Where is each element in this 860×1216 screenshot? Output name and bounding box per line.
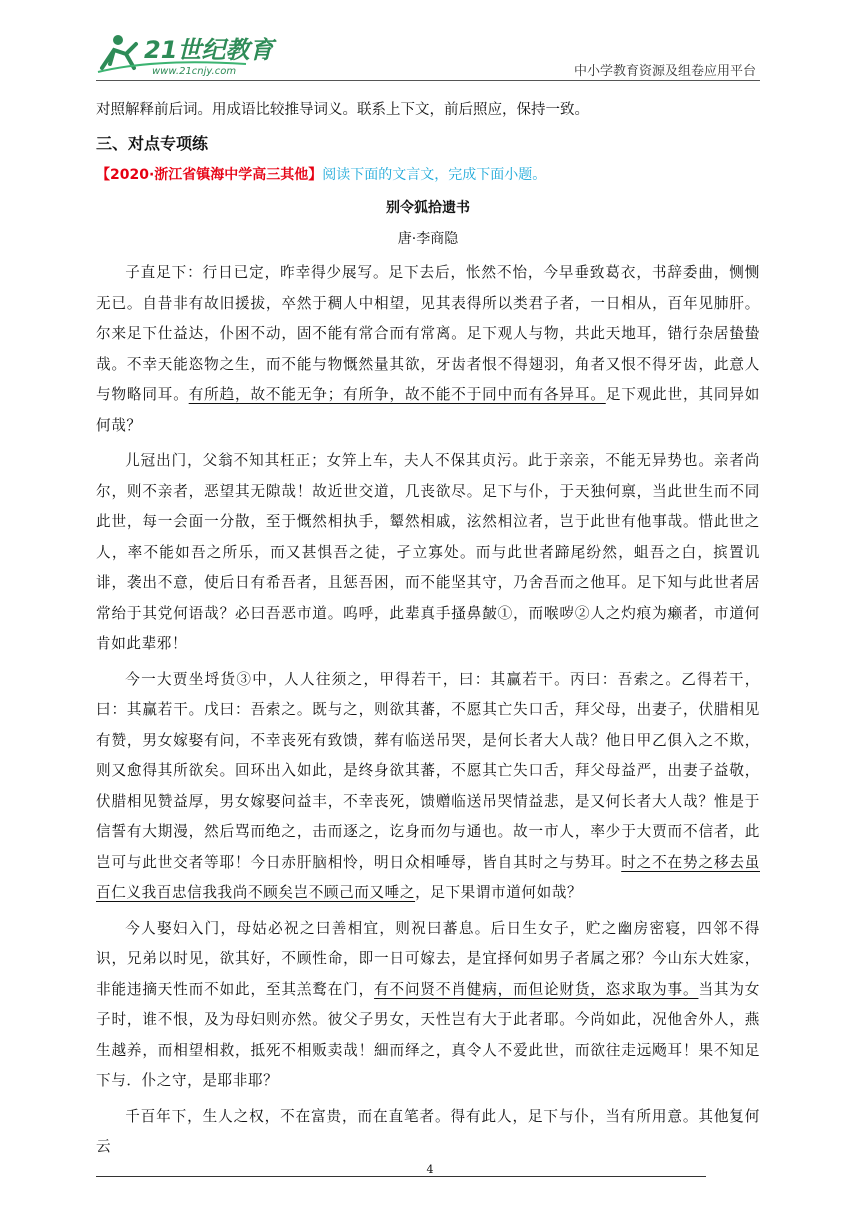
paragraph-text: 足下观此世，其同异如何哉？ <box>96 386 760 434</box>
underlined-sentence: 有不问贤不肖健病，而但论财货，恣求取为事。 <box>374 980 699 998</box>
page-body <box>96 96 760 1168</box>
underlined-sentence: 时之不在势之移去虽百仁义我百忠信我我尚不顾矣岂不顾己而又唾之 <box>96 853 760 901</box>
svg-text:21世纪教育: 21世纪教育 <box>144 36 274 64</box>
paragraph-text: 子直足下：行日已定，昨幸得少展写。足下去后，怅然不怡，今早垂致葛衣，书辞委曲，恻恻无已。自昔非有故旧援拔，卒然于稠人中相望，见其表得所以类君子者，一日相从，百年见肺肝。尔来足下仕益达，仆困不动，固不能有常合而有常离。足下观人与物，共此天地耳，错行杂居蛰蛰哉。不幸天能恣物之生，而不能与物慨然量其欲，牙齿者恨不得翅羽，角者又恨不得牙齿，此意人与物略同耳。 <box>96 264 760 403</box>
header-divider <box>96 80 760 81</box>
logo-21cnjy <box>96 28 296 76</box>
underlined-sentence: 有所趋，故不能无争；有所争，故不能不于同中而有各异耳。 <box>188 386 606 403</box>
section-title: 三、对点专项练 <box>96 134 209 153</box>
article-author: 唐·李商隐 <box>397 231 459 247</box>
paragraph-4 <box>96 914 760 1097</box>
paragraph-5: 千百年下，生人之权，不在富贵，而在直笔者。得有此人，足下与仆，当有所用意。其他复何云 <box>96 1107 760 1155</box>
page-number: 4 <box>426 1163 434 1176</box>
paragraph-text: 今一大贾坐埒货③中，人人往须之，甲得若干，曰：其赢若干。丙曰：吾索之。乙得若干，曰：其赢若干。戊曰：吾索之。既与之，则欲其蕃，不愿其亡失口舌，拜父母，出妻子，伏腊相见有赞，男女嫁娶有问，不幸丧死有致馈，葬有临送吊哭，是何长者大人哉？他日甲乙俱入之不欺，则又愈得其所欲矣。回环出入如此，是终身欲其蕃，不愿其亡失口舌，拜父母益严，出妻子益敬，伏腊相见赞益厚，男女嫁娶问益丰，不幸丧死，馈赠临送吊哭情益悲，是又何长者大人哉？惟是于信誓有大期漫，然后骂而绝之，击而逐之，讫身而勿与通也。故一市人，率少于大贾而不信者，此岂可与此世交者等耶！今日赤肝脑相怜，明日众相唾辱，皆自其时之与势耳。 <box>96 670 760 871</box>
paragraph-3 <box>96 665 760 909</box>
footer-divider <box>96 1176 706 1177</box>
paragraph-1 <box>96 258 760 441</box>
paragraph-text: 当其为女子时，谁不恨，及为母妇则亦然。彼父子男女，天性岂有大于此者耶。今尚如此，况他舍外人，燕生越养，而相望相救，抵死不相贩卖哉！細而绎之，真令人不爱此世，而欲往走远飏耳！果不知足下与．仆之守，是耶非耶？ <box>96 980 761 1089</box>
question-source <box>96 162 760 188</box>
paragraph-2: 儿冠出门，父翁不知其枉正；女笄上车，夫人不保其贞污。此于亲亲，不能无异势也。亲者尚尔，则不亲者，恶望其无隙哉！故近世交道，几丧欲尽。足下与仆，于天独何禀，当此世生而不同此世，每一会面一分散，至于慨然相执手，颦然相戚，泫然相泣者，岂于此世有他事哉。惜此世之人，率不能如吾之所乐，而又甚惧吾之徒，孑立寡处。而与此世者蹄尾纷然，蛆吾之白，摈置讥诽，袭出不意，使后日有希吾者，且惩吾困，而不能坚其守，乃舍吾而之他耳。足下知与此世者居常绐于其党何语哉？必曰吾恶市道。呜呼，此辈真手搔鼻皶①，而喉哕②人之灼痕为癞者，市道何肯如此辈邪！ <box>96 452 760 652</box>
svg-text:www.21cnjy.com: www.21cnjy.com <box>152 66 237 76</box>
paragraph-text: ，足下果谓市道何如哉？ <box>415 884 583 901</box>
intro-line: 对照解释前后词。用成语比较推导词义。联系上下文，前后照应，保持一致。 <box>96 102 589 118</box>
paragraph-text: 今人娶妇入门，母姑必祝之曰善相宜，则祝曰蕃息。后日生女子，贮之幽房密寝，四邻不得识，兄弟以时见，欲其好，不顾性命，即一日可嫁去，是宜择何如男子者属之邪？今山东大姓家，非能违摘天性而不如此，至其羔鹜在门， <box>96 919 760 998</box>
article-title: 别令狐拾遗书 <box>386 200 470 216</box>
page-header <box>96 28 760 80</box>
source-tag: 【2020·浙江省镇海中学高三其他】 <box>96 167 323 183</box>
source-instruction: 阅读下面的文言文，完成下面小题。 <box>322 167 547 183</box>
platform-name: 中小学教育资源及组卷应用平台 <box>573 64 756 79</box>
